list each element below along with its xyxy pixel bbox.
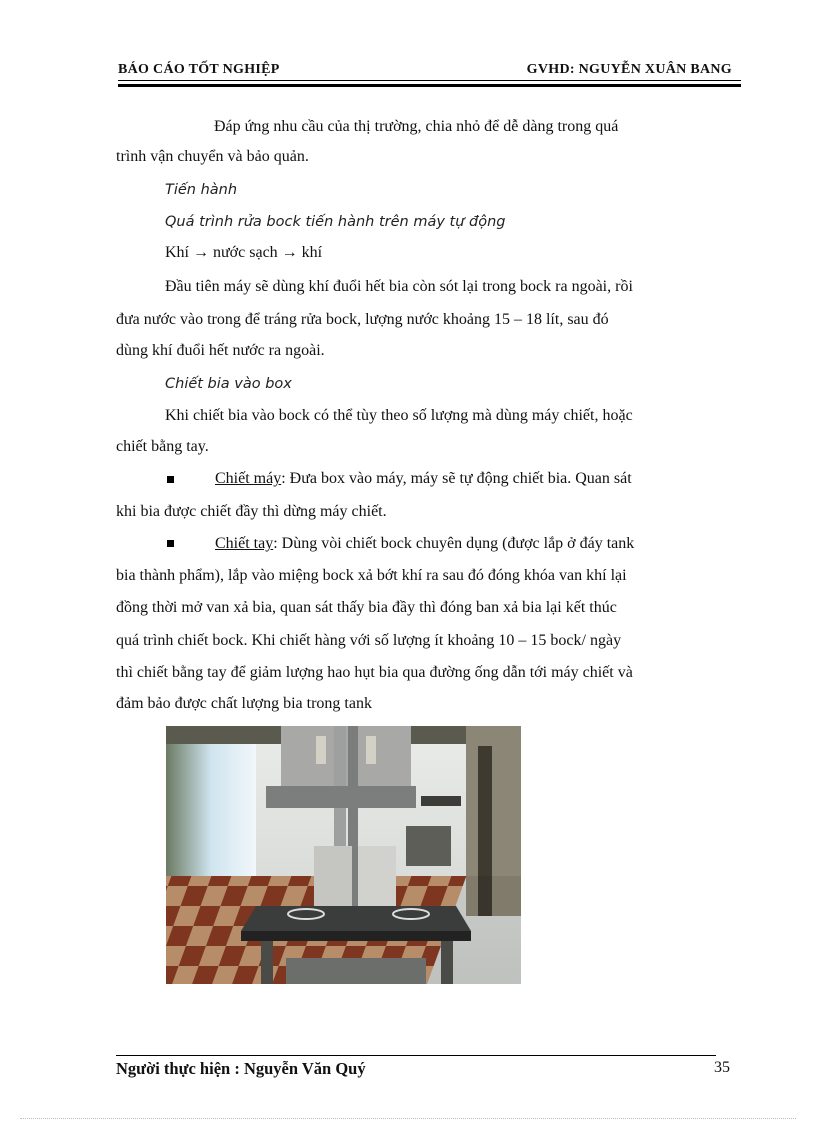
heading-rua-bock: Quá trình rửa bock tiến hành trên máy tự động [165,214,506,230]
bullet2-line5: thì chiết bằng tay để giảm lượng hao hụt bia qua đường ống dẫn tới máy chiết và [116,664,633,681]
bullet2-line6: đảm bảo được chất lượng bia trong tank [116,695,372,712]
footer-rule [116,1055,716,1056]
page-number: 35 [714,1059,730,1076]
heading-chiet-bia: Chiết bia vào box [165,376,292,392]
header-rule-thick [118,84,741,87]
bullet2-term: Chiết tay [215,535,274,552]
bullet2-line1 [215,535,634,553]
bullet1-line1 [215,470,632,488]
bullet2-line2: bia thành phẩm), lắp vào miệng bock xả bớt khí ra sau đó đóng khóa van khí lại [116,567,627,584]
footer-author: Người thực hiện : Nguyễn Văn Quý [116,1059,366,1078]
bullet2-text: : Dùng vòi chiết bock chuyên dụng (được lắp ở đáy tank [273,535,635,552]
bullet-marker [167,476,174,483]
para3-line2: chiết bằng tay. [116,438,209,455]
beer-filling-machine-photo [166,726,521,984]
header-left-title: BÁO CÁO TỐT NGHIỆP [118,62,280,77]
header-rule-thin [118,80,741,81]
para2-line1: Đầu tiên máy sẽ dùng khí đuổi hết bia còn sót lại trong bock ra ngoài, rồi [165,278,633,295]
para2-line2: đưa nước vào trong để tráng rửa bock, lượng nước khoảng 15 – 18 lít, sau đó [116,311,609,328]
heading-tien-hanh: Tiến hành [165,182,238,198]
bullet1-text: : Đưa box vào máy, máy sẽ tự động chiết bia. Quan sát [281,470,632,487]
bullet2-line3: đồng thời mở van xả bia, quan sát thấy bia đầy thì đóng ban xả bia lại kết thúc [116,599,617,616]
page-bottom-divider [20,1118,796,1119]
header-right-advisor: GVHD: NGUYỄN XUÂN BANG [526,62,732,77]
bullet1-term: Chiết máy [215,470,282,487]
flow-line: Khí → nước sạch → khí [165,244,323,261]
para2-line3: dùng khí đuổi hết nước ra ngoài. [116,342,325,359]
para1-line2: trình vận chuyển và bảo quản. [116,148,309,165]
bullet2-line4: quá trình chiết bock. Khi chiết hàng với số lượng ít khoảng 10 – 15 bock/ ngày [116,632,622,649]
para3-line1: Khi chiết bia vào bock có thể tùy theo số lượng mà dùng máy chiết, hoặc [165,407,633,424]
bullet-marker [167,540,174,547]
para1-line1: Đáp ứng nhu cầu của thị trường, chia nhỏ để dễ dàng trong quá [214,118,619,135]
page-header [118,58,738,80]
bullet1-line2: khi bia được chiết đầy thì dừng máy chiết. [116,503,387,520]
